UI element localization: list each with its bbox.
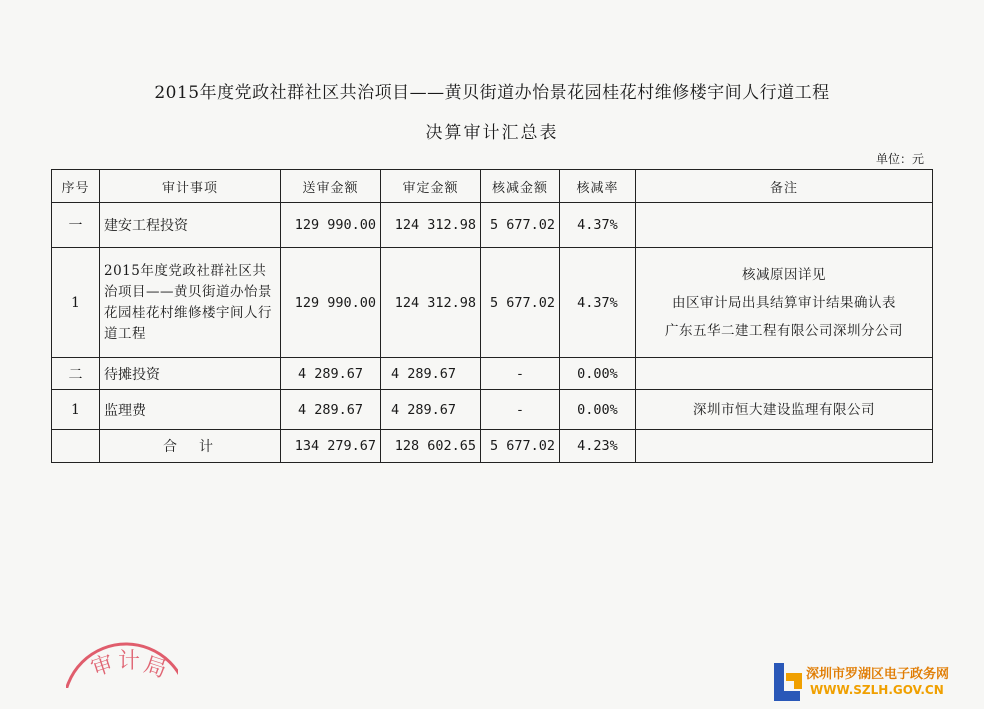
header-rate: 核减率	[560, 170, 636, 203]
row-seq: 1	[52, 248, 100, 358]
row-item: 建安工程投资	[100, 203, 281, 248]
table-row	[52, 203, 933, 248]
row-submitted: 129 990.00	[281, 203, 381, 248]
svg-text:计: 计	[118, 649, 141, 674]
row-seq: 1	[52, 390, 100, 430]
audit-summary-table	[51, 169, 933, 463]
row-reduced: 5 677.02	[481, 430, 560, 463]
row-submitted: 4 289.67	[281, 390, 381, 430]
document-title: 2015年度党政社群社区共治项目——黄贝街道办怡景花园桂花村维修楼宇间人行道工程	[154, 83, 830, 103]
remark-line: 广东五华二建工程有限公司深圳分公司	[665, 322, 903, 339]
logo-icon	[770, 661, 806, 703]
row-remark	[636, 358, 933, 390]
svg-text:局: 局	[140, 652, 170, 684]
header-remark: 备注	[636, 170, 933, 203]
row-reduced: 5 677.02	[481, 203, 560, 248]
watermark-name: 深圳市罗湖区电子政务网	[806, 667, 950, 682]
row-remark: 深圳市恒大建设监理有限公司	[636, 390, 933, 430]
row-reduced: -	[481, 358, 560, 390]
row-rate: 0.00%	[560, 390, 636, 430]
row-approved: 4 289.67	[381, 390, 481, 430]
row-rate: 4.37%	[560, 203, 636, 248]
row-seq: 一	[52, 203, 100, 248]
header-item: 审计事项	[100, 170, 281, 203]
row-approved: 4 289.67	[381, 358, 481, 390]
row-item: 待摊投资	[100, 358, 281, 390]
header-reduced: 核减金额	[481, 170, 560, 203]
row-item: 监理费	[100, 390, 281, 430]
watermark-url: WWW.SZLH.GOV.CN	[810, 683, 944, 697]
header-seq: 序号	[52, 170, 100, 203]
official-seal	[66, 628, 178, 688]
row-remark	[636, 248, 933, 358]
svg-text:审: 审	[88, 651, 117, 682]
row-rate: 4.23%	[560, 430, 636, 463]
row-approved: 124 312.98	[381, 203, 481, 248]
row-approved: 128 602.65	[381, 430, 481, 463]
header-approved: 审定金额	[381, 170, 481, 203]
row-seq	[52, 430, 100, 463]
row-reduced: -	[481, 390, 560, 430]
row-remark	[636, 203, 933, 248]
row-approved: 124 312.98	[381, 248, 481, 358]
row-submitted: 129 990.00	[281, 248, 381, 358]
header-submitted: 送审金额	[281, 170, 381, 203]
row-item: 合 计	[100, 430, 281, 463]
row-submitted: 134 279.67	[281, 430, 381, 463]
row-submitted: 4 289.67	[281, 358, 381, 390]
table-row	[52, 358, 933, 390]
table-row	[52, 430, 933, 463]
row-reduced: 5 677.02	[481, 248, 560, 358]
row-rate: 4.37%	[560, 248, 636, 358]
row-item: 2015年度党政社群社区共治项目——黄贝街道办怡景花园桂花村维修楼宇间人行道工程	[100, 248, 281, 358]
row-rate: 0.00%	[560, 358, 636, 390]
table-row	[52, 390, 933, 430]
remark-line: 由区审计局出具结算审计结果确认表	[672, 294, 896, 311]
remark-line: 核减原因详见	[742, 266, 826, 283]
table-header-row	[52, 170, 933, 203]
site-watermark	[770, 659, 970, 705]
row-remark	[636, 430, 933, 463]
document-subtitle: 决算审计汇总表	[425, 123, 559, 143]
table-row	[52, 248, 933, 358]
row-seq: 二	[52, 358, 100, 390]
unit-label: 单位：元	[875, 152, 924, 166]
